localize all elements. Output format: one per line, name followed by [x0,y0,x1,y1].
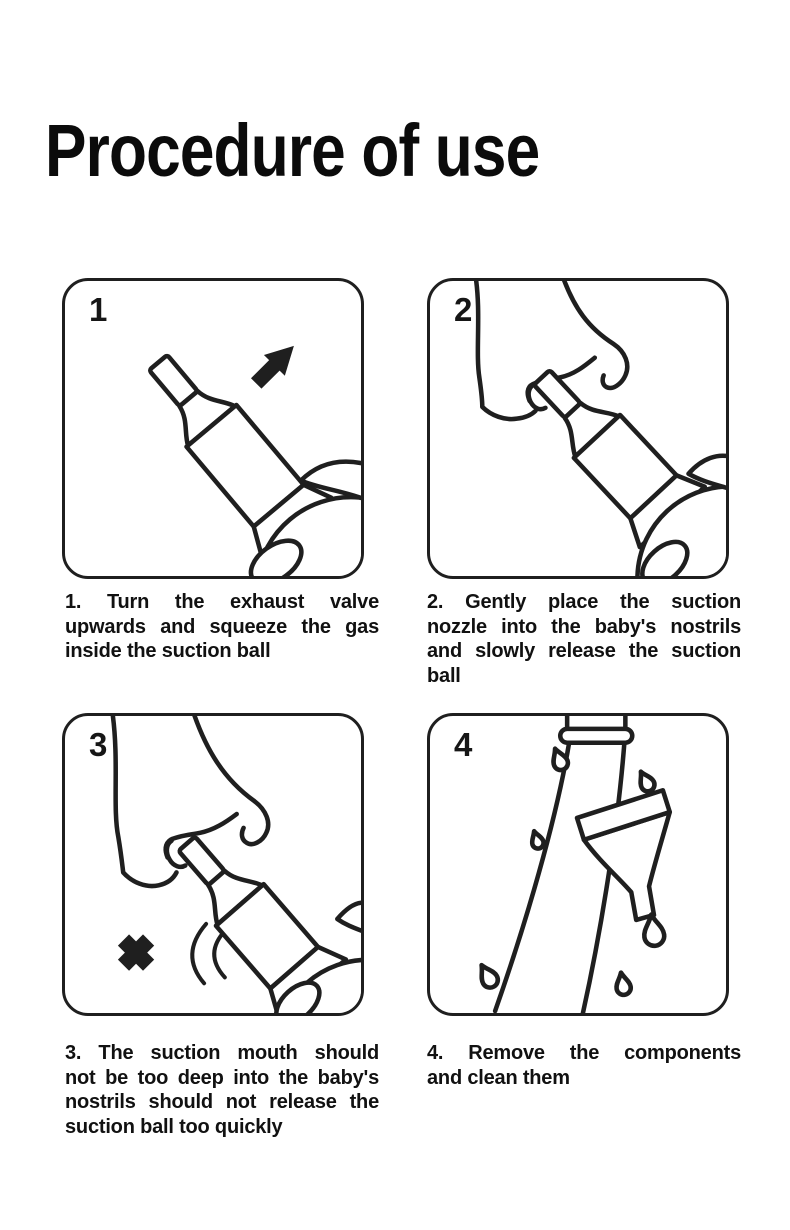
faucet-drawing [560,716,632,743]
water-stream [495,743,624,1013]
step-number: 4 [454,726,473,763]
step-4-panel [427,713,729,1016]
nasal-aspirator-drawing [474,314,726,576]
caption-line: ball [427,664,461,687]
caption-line: nozzle into the baby's nostrils [427,615,741,638]
water-drop-icon [475,961,501,990]
step-2-illustration [430,281,726,576]
caption-line: inside the suction ball [65,640,271,663]
step-1-panel [62,278,364,579]
step-2-caption [427,590,741,688]
caption-line: 4. Remove the components [427,1042,741,1064]
step-2-panel [427,278,729,579]
step-1-illustration [65,281,361,576]
water-drop-icon [635,769,657,794]
step-1-caption [65,590,379,664]
caption-line: suction ball too quickly [65,1115,283,1138]
water-drop-icon [529,829,545,850]
caption-line: not be too deep into the baby's [65,1066,379,1089]
caption-line: and slowly release the suction [427,640,741,663]
squeeze-lines [192,924,206,983]
x-mark-icon [111,927,161,977]
nasal-aspirator-drawing [117,783,361,1013]
caption-line: nostrils should not release the [65,1091,379,1114]
water-drop-icon [614,971,632,996]
caption-line: 1. Turn the exhaust valve [65,591,379,613]
nasal-aspirator-drawing [86,302,361,576]
step-4-caption [427,1041,741,1090]
step-number: 2 [454,291,473,328]
caption-line: 3. The suction mouth should [65,1042,379,1064]
step-number: 3 [89,726,108,763]
caption-line: 2. Gently place the suction [427,591,741,613]
step-4-illustration [430,716,726,1013]
step-3-panel [62,713,364,1016]
nozzle-funnel [577,790,670,920]
caption-line: upwards and squeeze the gas [65,615,379,638]
step-3-caption [65,1041,379,1139]
step-number: 1 [89,291,108,328]
step-3-illustration [65,716,361,1013]
page-title: Procedure of use [45,109,540,192]
arrow-up-right-icon [251,346,294,389]
exhaust-valve-wing [337,903,361,933]
caption-line: and clean them [427,1066,570,1089]
